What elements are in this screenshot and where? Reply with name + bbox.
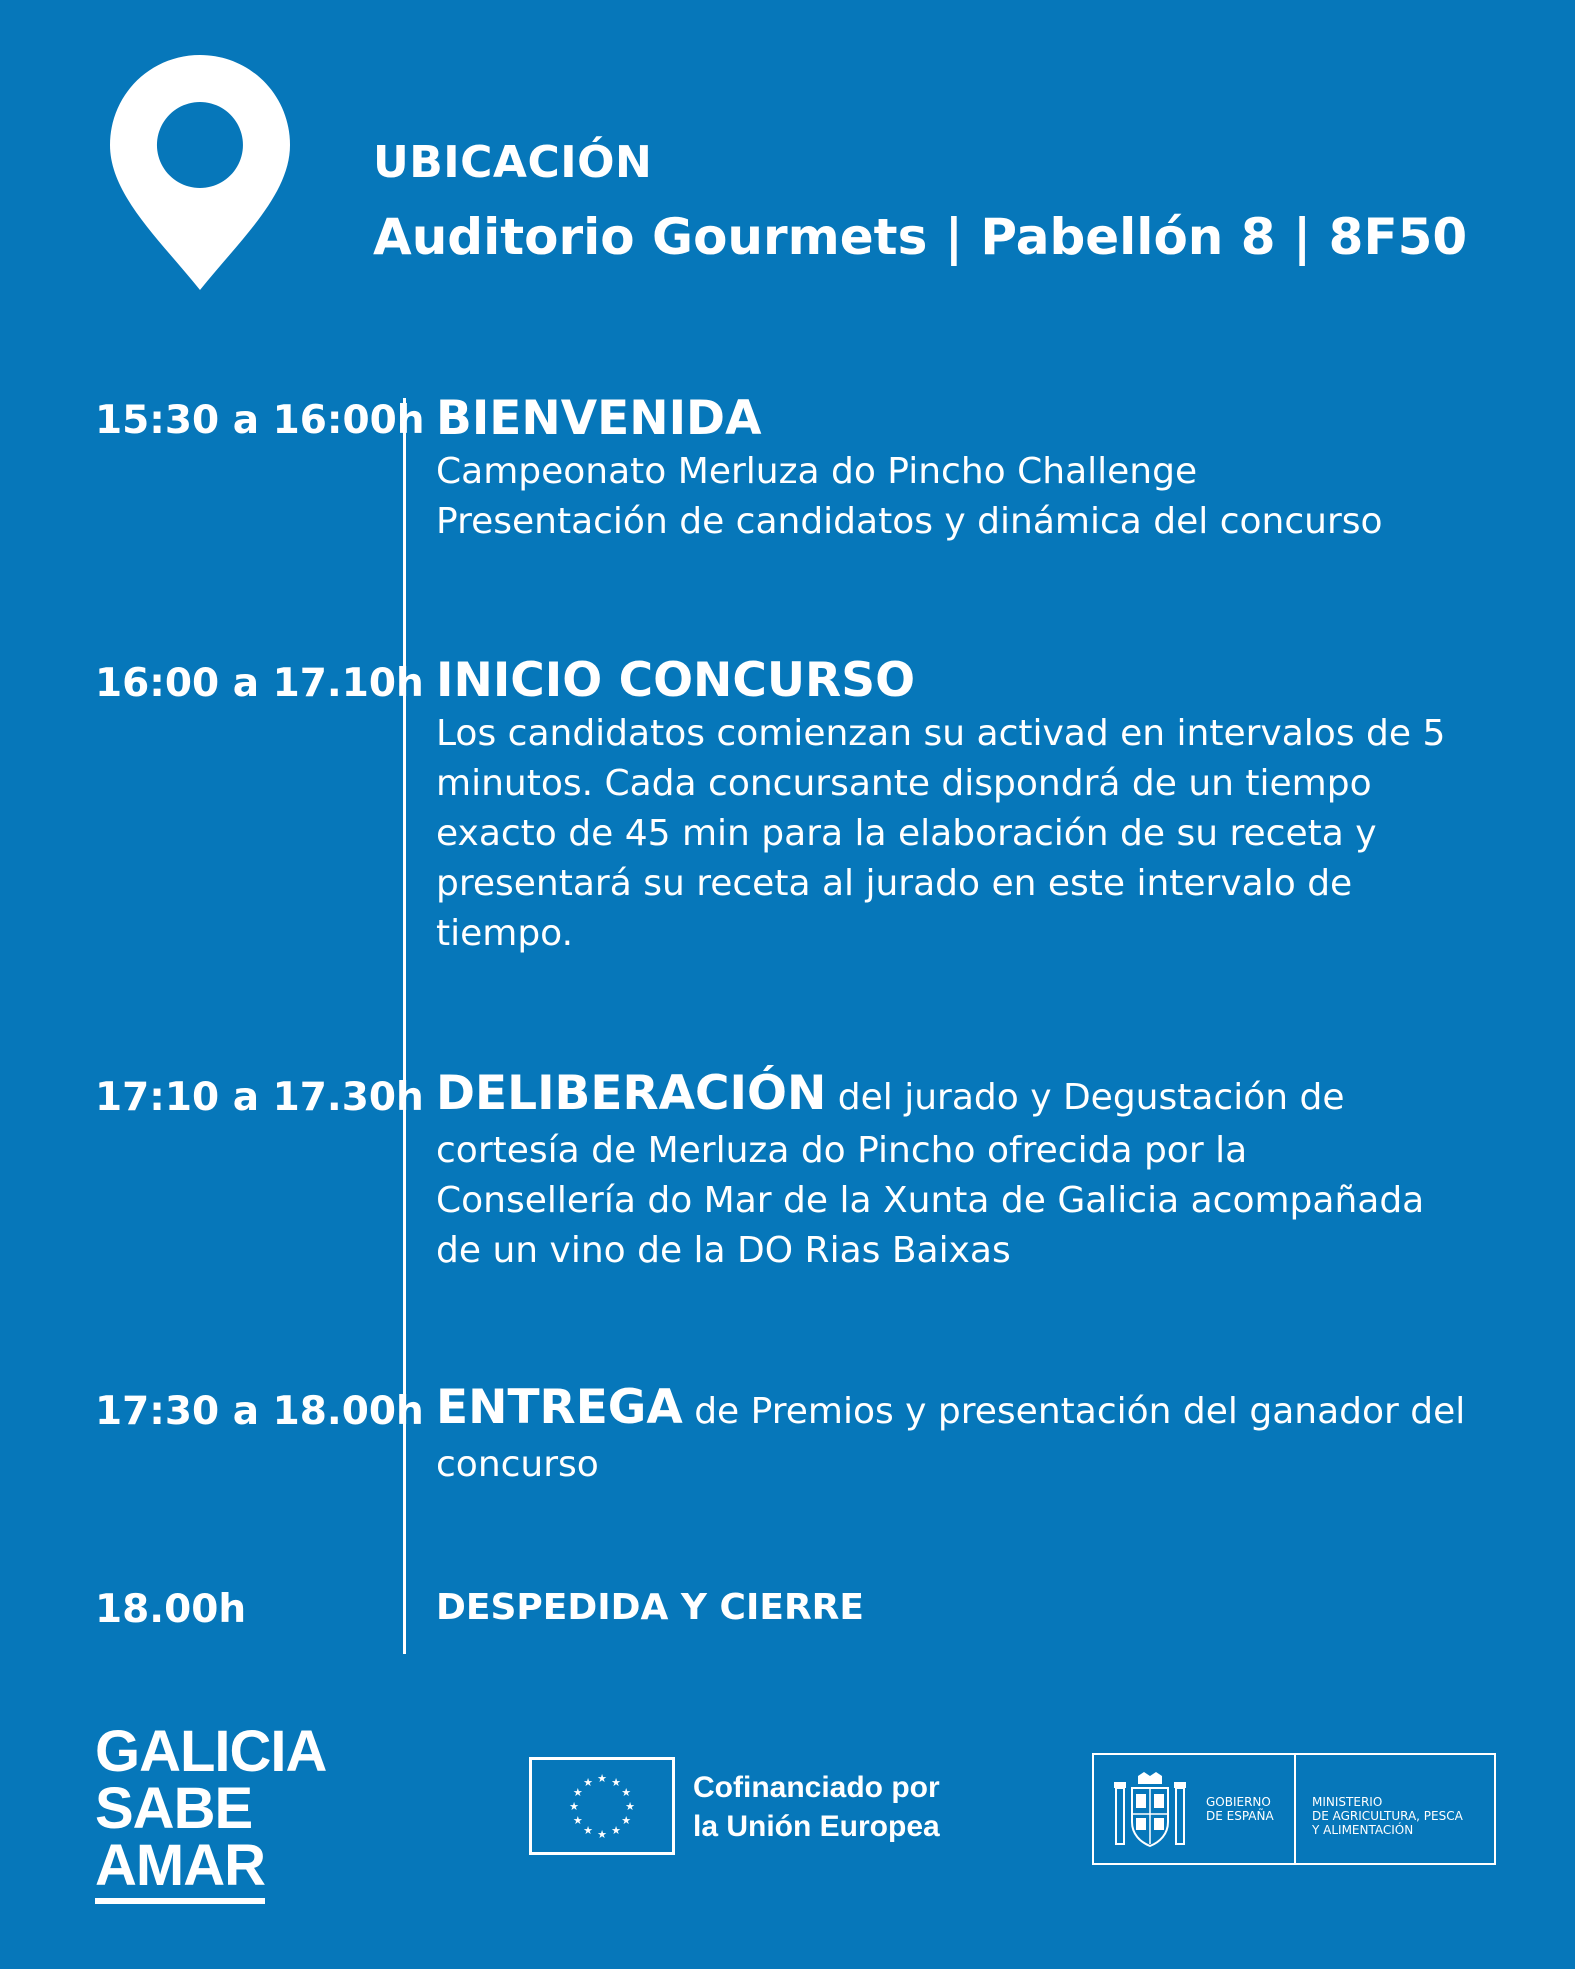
eu-star: ★ (625, 1800, 635, 1813)
eu-star: ★ (572, 1814, 583, 1827)
timeline-divider (403, 398, 406, 1654)
schedule-line: Consellería do Mar de la Xunta de Galicia acompañada (436, 1180, 1425, 1221)
schedule-time: 17:30 a 18.00h (95, 1389, 424, 1434)
schedule-time: 15:30 a 16:00h (95, 398, 425, 443)
ministry-text (1312, 1795, 1463, 1837)
logo-line: SABE (95, 1776, 253, 1841)
schedule-time: 16:00 a 17.10h (95, 661, 424, 706)
eu-line: la Unión Europea (693, 1810, 940, 1843)
schedule-title-rest: de Premios y presentación del ganador del (682, 1391, 1466, 1432)
schedule-line: cortesía de Merluza do Pincho ofrecida por la (436, 1130, 1248, 1171)
schedule-line: Campeonato Merluza do Pincho Challenge (436, 451, 1198, 492)
eu-flag-icon (529, 1757, 675, 1855)
logo-line (95, 1833, 326, 1898)
schedule-title: BIENVENIDA (436, 391, 762, 446)
schedule-title: DESPEDIDA Y CIERRE (436, 1587, 864, 1628)
logo-line: GALICIA (95, 1719, 327, 1784)
schedule-line: concurso (436, 1444, 599, 1485)
schedule-first-line (436, 1066, 1516, 1126)
eu-star: ★ (621, 1786, 632, 1799)
schedule-line: tiempo. (436, 913, 574, 954)
eu-star: ★ (597, 1828, 607, 1841)
location-value: Auditorio Gourmets | Pabellón 8 | 8F50 (373, 208, 1468, 266)
eu-cofinancing-text (693, 1768, 940, 1846)
location-label: UBICACIÓN (373, 137, 653, 188)
ministry-line: DE AGRICULTURA, PESCA (1312, 1809, 1463, 1823)
logo-line-underlined: AMAR (95, 1833, 265, 1904)
spanish-coat-of-arms-icon (1114, 1770, 1186, 1850)
schedule-time: 17:10 a 17.30h (95, 1075, 424, 1120)
schedule-title: INICIO CONCURSO (436, 653, 916, 708)
schedule-line: Presentación de candidatos y dinámica del concurso (436, 501, 1383, 542)
gov-separator (1294, 1755, 1296, 1863)
schedule-line: Los candidatos comienzan su activad en intervalos de 5 (436, 713, 1446, 754)
eu-line: Cofinanciado por (693, 1771, 940, 1804)
schedule-time: 18.00h (95, 1587, 247, 1632)
schedule-line: presentará su receta al jurado en este intervalo de (436, 863, 1353, 904)
schedule-title: DELIBERACIÓN (436, 1066, 827, 1121)
schedule-item-cierre (436, 1587, 1516, 1628)
eu-star: ★ (569, 1800, 579, 1813)
schedule-item-bienvenida (436, 391, 1516, 547)
eu-star: ★ (597, 1772, 607, 1785)
ministry-line: MINISTERIO (1312, 1795, 1383, 1809)
schedule-title: ENTREGA (436, 1380, 683, 1435)
schedule-line: minutos. Cada concursante dispondrá de un tiempo (436, 763, 1372, 804)
map-pin-icon (110, 55, 290, 290)
eu-star: ★ (583, 1824, 593, 1838)
schedule-line: exacto de 45 min para la elaboración de su receta y (436, 813, 1377, 854)
gov-line: DE ESPAÑA (1206, 1809, 1274, 1823)
ministry-line: Y ALIMENTACIÓN (1312, 1823, 1414, 1837)
schedule-first-line (436, 1380, 1516, 1440)
eu-star: ★ (611, 1775, 621, 1789)
schedule-title-rest: del jurado y Degustación de (826, 1077, 1345, 1118)
eu-star: ★ (621, 1814, 632, 1827)
schedule-line: de un vino de la DO Rias Baixas (436, 1230, 1011, 1271)
gobierno-de-espana-text (1206, 1795, 1274, 1823)
eu-star: ★ (572, 1786, 583, 1799)
eu-star: ★ (611, 1824, 621, 1838)
government-logo (1092, 1753, 1496, 1865)
schedule-item-deliberacion (436, 1066, 1516, 1276)
schedule-item-entrega (436, 1380, 1516, 1490)
galicia-sabe-amar-logo (95, 1719, 327, 1898)
gov-line: GOBIERNO (1206, 1795, 1271, 1809)
eu-star: ★ (583, 1775, 593, 1789)
schedule-item-inicio (436, 653, 1516, 959)
